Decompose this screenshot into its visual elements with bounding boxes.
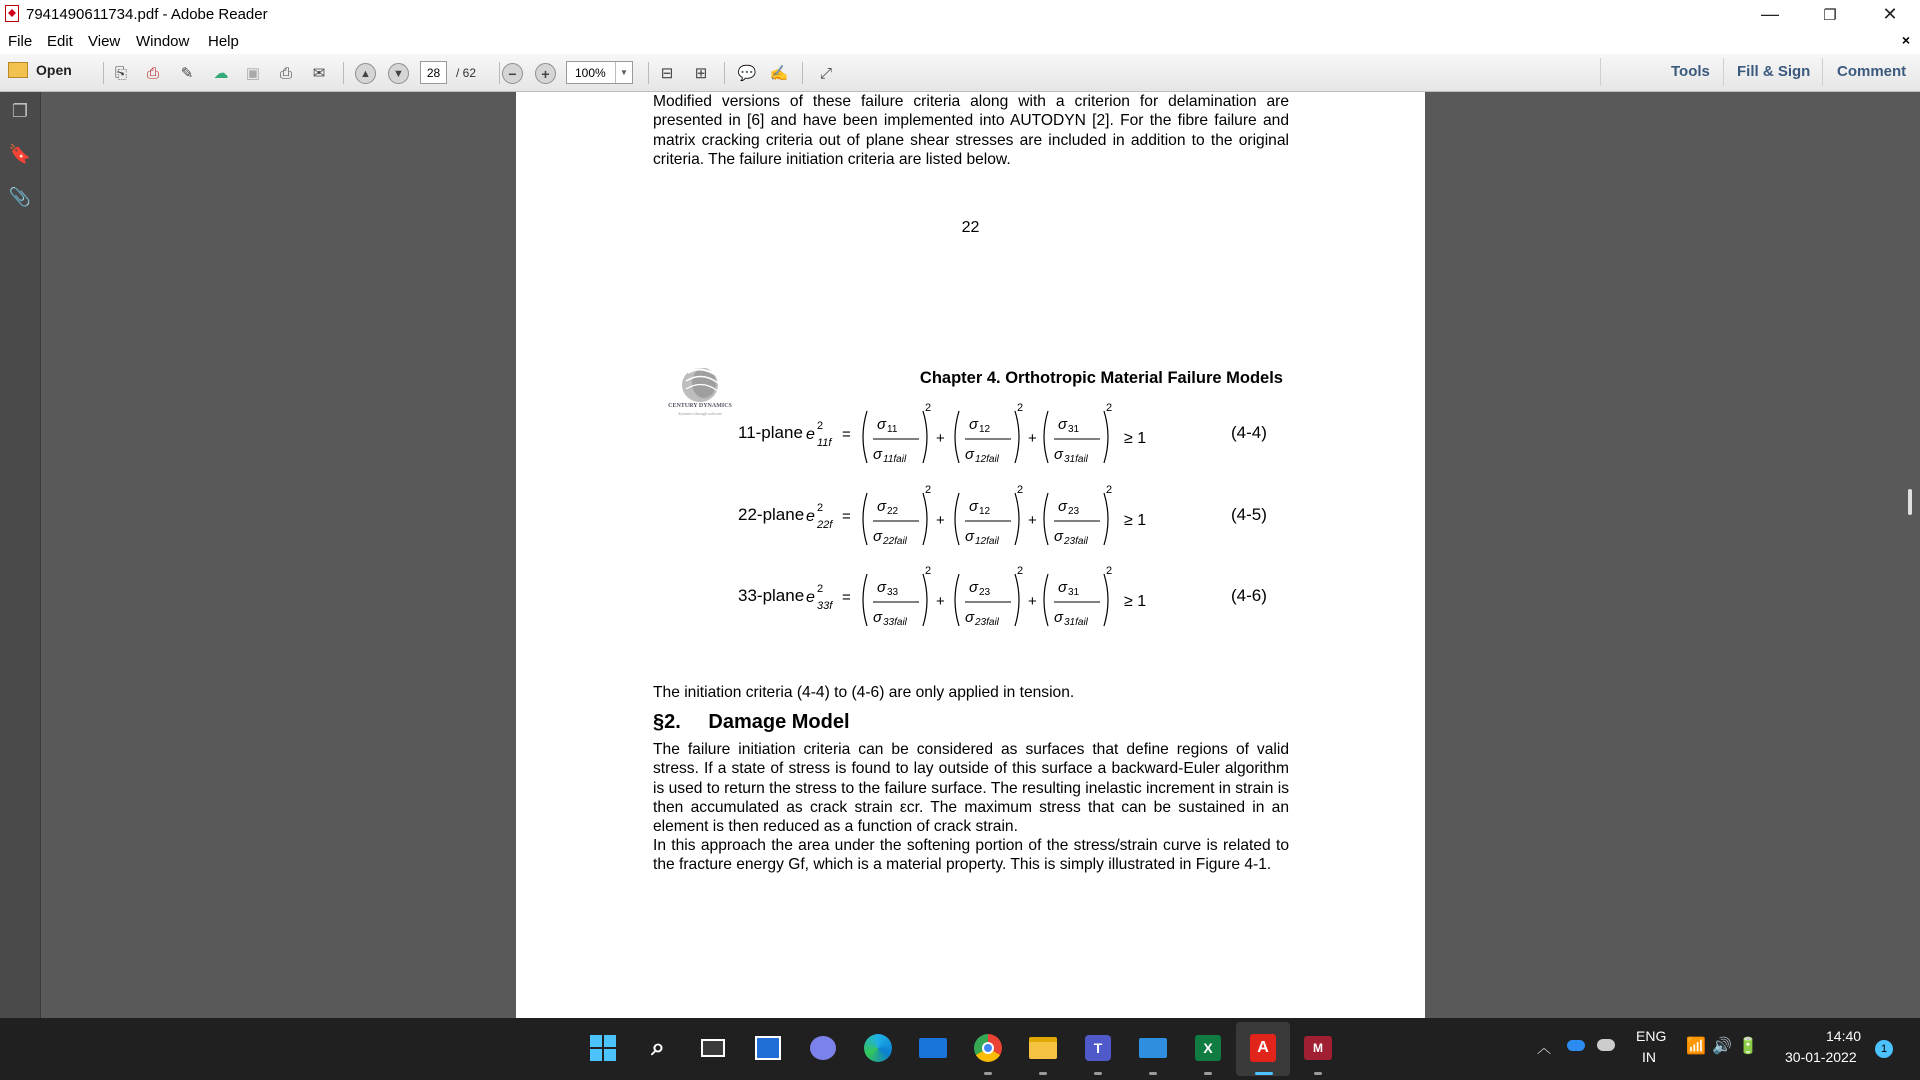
page-number: 22 (961, 219, 980, 236)
e-superscript: 2 (817, 420, 824, 432)
wifi-icon[interactable]: 📶 (1686, 1038, 1706, 1055)
fit-page-icon[interactable]: ⊟ (660, 65, 674, 82)
initiation-note: The initiation criteria (4-4) to (4-6) are only applied in tension. (653, 684, 1075, 701)
separator (1723, 58, 1724, 86)
edge-icon[interactable] (861, 1031, 895, 1065)
clock-time[interactable]: 14:40 (1826, 1028, 1862, 1044)
equation-number: (4-4) (1231, 423, 1267, 442)
denominator-subscript: 22fail (883, 536, 907, 547)
damage-paragraph-1: The failure initiation criteria can be considered as surfaces that define regions of valid stress. If a state of stress is found to lay outside of this surface a backward-Euler algorithm is used to return the stress to the failure surface. The resulting inelastic increment in strain is then accumulated as crack strain εcr. The maximum stress that can be sustained in an element is then reduced as a function of crack strain. (653, 741, 1289, 836)
running-indicator (1149, 1072, 1157, 1075)
separator (1600, 58, 1601, 86)
rhs-inequality: ≥ 1 (1124, 512, 1147, 529)
create-pdf-icon[interactable]: ⎘ (114, 64, 127, 82)
attachments-icon[interactable]: 📎 (8, 186, 32, 207)
e-symbol: e (806, 426, 815, 443)
running-indicator (1094, 1072, 1102, 1075)
square-exponent: 2 (1106, 402, 1113, 414)
e-symbol: e (806, 508, 815, 525)
denominator-subscript: 12fail (975, 454, 999, 465)
taskbar (0, 1018, 1920, 1080)
plus-sign: + (936, 512, 945, 529)
plus-sign: + (1028, 512, 1037, 529)
e-superscript: 2 (817, 502, 824, 514)
minimize-button[interactable]: — (1761, 4, 1779, 24)
separator (499, 62, 500, 84)
previous-page-icon[interactable]: ▲ (355, 63, 376, 84)
equation-plane-label: 11-plane (738, 423, 803, 442)
section-number: §2. (653, 711, 681, 733)
sigma-numerator: σ (877, 498, 887, 515)
menu-file[interactable]: File (8, 33, 33, 50)
teams-icon[interactable]: T (1081, 1031, 1115, 1065)
plus-sign: + (1028, 593, 1037, 610)
sigma-numerator: σ (969, 498, 979, 515)
numerator-subscript: 31 (1068, 424, 1080, 435)
comment-note-icon[interactable]: 💬 (737, 65, 757, 82)
square-exponent: 2 (1106, 565, 1113, 577)
notification-badge[interactable]: 1 (1875, 1040, 1893, 1058)
running-indicator (1314, 1072, 1322, 1075)
sigma-denominator: σ (965, 446, 975, 463)
plus-sign: + (936, 430, 945, 447)
mail-icon[interactable] (916, 1031, 950, 1065)
folder-icon (8, 62, 28, 78)
language-bottom[interactable]: IN (1642, 1049, 1656, 1065)
open-label: Open (36, 62, 72, 78)
running-indicator (1204, 1072, 1212, 1075)
equation-plane-label: 22-plane (738, 505, 805, 524)
pdf-page (516, 311, 1425, 1018)
zoom-out-icon[interactable]: − (502, 63, 523, 84)
logo-text: CENTURY DYNAMICS (668, 403, 732, 409)
page-number-input[interactable]: 28 (420, 61, 447, 84)
window-title: 7941490611734.pdf - Adobe Reader (26, 6, 268, 23)
square-exponent: 2 (1017, 484, 1024, 496)
excel-icon[interactable]: X (1191, 1031, 1225, 1065)
running-indicator (984, 1072, 992, 1075)
sigma-denominator: σ (873, 528, 883, 545)
denominator-subscript: 11fail (883, 454, 907, 465)
numerator-subscript: 12 (979, 506, 991, 517)
sigma-denominator: σ (1054, 446, 1064, 463)
sigma-numerator: σ (1058, 416, 1068, 433)
chevron-down-icon: ▼ (615, 62, 632, 83)
print-icon[interactable]: ⎙ (279, 64, 292, 82)
active-indicator (1255, 1072, 1273, 1075)
document-view[interactable] (41, 92, 1920, 1018)
plus-sign: + (936, 593, 945, 610)
close-button[interactable]: ✕ (1882, 4, 1898, 24)
clock-date[interactable]: 30-01-2022 (1785, 1049, 1857, 1065)
zoom-in-icon[interactable]: + (535, 63, 556, 84)
toolbar (0, 54, 1920, 92)
damage-paragraph-2: In this approach the area under the softening portion of the stress/strain curve is related to the fracture energy Gf, which is a material property. This is simply illustrated in Figure 4-1. (653, 837, 1289, 874)
denominator-subscript: 31fail (1064, 454, 1088, 465)
zoom-select[interactable] (566, 61, 633, 84)
menu-edit[interactable]: Edit (47, 33, 73, 50)
section-title: Damage Model (708, 711, 850, 733)
square-exponent: 2 (925, 484, 932, 496)
plus-sign: + (1028, 430, 1037, 447)
e-subscript: 33f (817, 600, 833, 612)
stress-strain-figure (516, 311, 1425, 1018)
square-exponent: 2 (1017, 402, 1024, 414)
e-subscript: 11f (817, 437, 832, 449)
upload-icon[interactable]: ☁ (213, 65, 229, 82)
sigma-denominator: σ (1054, 609, 1064, 626)
denominator-subscript: 31fail (1064, 617, 1088, 628)
pdf-app-icon (5, 5, 19, 22)
equals-sign: = (842, 589, 851, 606)
numerator-subscript: 23 (979, 587, 991, 598)
page-total: / 62 (456, 66, 477, 80)
numerator-subscript: 22 (887, 506, 899, 517)
zoom-value: 100% (575, 65, 606, 80)
menu-bar (0, 29, 1920, 54)
separator (1822, 58, 1823, 86)
numerator-subscript: 33 (887, 587, 899, 598)
e-subscript: 22f (817, 519, 833, 531)
square-exponent: 2 (1106, 484, 1113, 496)
save-icon[interactable]: ▣ (245, 65, 261, 82)
sigma-numerator: σ (877, 416, 887, 433)
equals-sign: = (842, 508, 851, 525)
equation-number: (4-5) (1231, 505, 1267, 524)
rhs-inequality: ≥ 1 (1124, 593, 1147, 610)
scrollbar-thumb[interactable] (1908, 489, 1912, 515)
battery-icon[interactable]: 🔋 (1738, 1038, 1758, 1055)
teams-chat-icon[interactable] (806, 1031, 840, 1065)
widgets-icon[interactable] (751, 1031, 785, 1065)
denominator-subscript: 23fail (1064, 536, 1088, 547)
e-superscript: 2 (817, 583, 824, 595)
chapter-title: Chapter 4. Orthotropic Material Failure Models (919, 369, 1283, 387)
sigma-numerator: σ (969, 579, 979, 596)
bookmarks-icon[interactable]: 🔖 (8, 143, 32, 164)
sigma-numerator: σ (969, 416, 979, 433)
separator (648, 62, 649, 84)
sigma-denominator: σ (965, 528, 975, 545)
numerator-subscript: 11 (887, 424, 898, 435)
acrobat-icon[interactable]: A (1246, 1031, 1280, 1065)
windows-logo-icon (589, 1034, 617, 1062)
equation-plane-label: 33-plane (738, 586, 805, 605)
running-indicator (1039, 1072, 1047, 1075)
denominator-subscript: 23fail (975, 617, 999, 628)
sigma-denominator: σ (965, 609, 975, 626)
navigation-panel (0, 92, 41, 1018)
comment-button[interactable]: Comment (1837, 63, 1907, 80)
next-page-icon[interactable]: ▼ (388, 63, 409, 84)
menu-window[interactable]: Window (136, 33, 190, 50)
export-pdf-icon[interactable]: ⎙ (146, 64, 159, 82)
equals-sign: = (842, 426, 851, 443)
close-document-button[interactable]: × (1901, 32, 1910, 48)
separator (802, 62, 803, 84)
sigma-denominator: σ (1054, 528, 1064, 545)
page-paragraph: Modified versions of these failure criteria along with a criterion for delamination are presented in [6] and have been implemented into AUTODYN [2]. For the fibre failure and matrix cracking criteria out of plane shear stresses are included in addition to the original criteria. The failure initiation criteria are listed below. (653, 93, 1289, 168)
expand-icon[interactable]: ⤢ (819, 64, 832, 82)
tools-button[interactable]: Tools (1671, 63, 1710, 80)
highlight-icon[interactable]: ✍ (769, 65, 789, 82)
separator (343, 62, 344, 84)
separator (724, 62, 725, 84)
search-icon[interactable]: ⌕ (651, 1034, 665, 1061)
rhs-inequality: ≥ 1 (1124, 430, 1147, 447)
square-exponent: 2 (1017, 565, 1024, 577)
e-symbol: e (806, 589, 815, 606)
sigma-denominator: σ (873, 446, 883, 463)
numerator-subscript: 31 (1068, 587, 1080, 598)
remote-desktop-icon[interactable] (1136, 1031, 1170, 1065)
fit-width-icon[interactable]: ⊞ (694, 65, 708, 82)
show-hidden-icons-icon[interactable]: ︿ (1537, 1040, 1551, 1056)
numerator-subscript: 23 (1068, 506, 1080, 517)
restore-button[interactable]: ❐ (1823, 6, 1837, 24)
task-view-icon[interactable] (696, 1031, 730, 1065)
start-button[interactable] (586, 1031, 620, 1065)
mendeley-icon[interactable]: M (1301, 1031, 1335, 1065)
numerator-subscript: 12 (979, 424, 991, 435)
onedrive-icon[interactable] (1567, 1040, 1585, 1051)
file-explorer-icon[interactable] (1026, 1031, 1060, 1065)
menu-view[interactable]: View (88, 33, 121, 50)
square-exponent: 2 (925, 565, 932, 577)
menu-help[interactable]: Help (208, 33, 239, 50)
sigma-numerator: σ (877, 579, 887, 596)
language-top[interactable]: ENG (1636, 1028, 1667, 1044)
fill-sign-button[interactable]: Fill & Sign (1737, 63, 1811, 80)
edit-pdf-icon[interactable]: ✎ (180, 65, 194, 82)
sigma-numerator: σ (1058, 579, 1068, 596)
denominator-subscript: 33fail (883, 617, 907, 628)
cloud-sync-error-icon[interactable] (1597, 1039, 1615, 1051)
logo-subtext: dynamics through software (678, 411, 722, 416)
open-button[interactable] (8, 62, 72, 78)
sigma-denominator: σ (873, 609, 883, 626)
denominator-subscript: 12fail (975, 536, 999, 547)
separator (103, 62, 104, 84)
email-icon[interactable]: ✉ (312, 65, 326, 82)
sigma-numerator: σ (1058, 498, 1068, 515)
title-bar (0, 0, 1920, 29)
square-exponent: 2 (925, 402, 932, 414)
chrome-icon[interactable] (971, 1031, 1005, 1065)
volume-icon[interactable]: 🔊 (1712, 1038, 1732, 1055)
equation-number: (4-6) (1231, 586, 1267, 605)
page-thumbnails-icon[interactable]: ❐ (11, 100, 29, 121)
